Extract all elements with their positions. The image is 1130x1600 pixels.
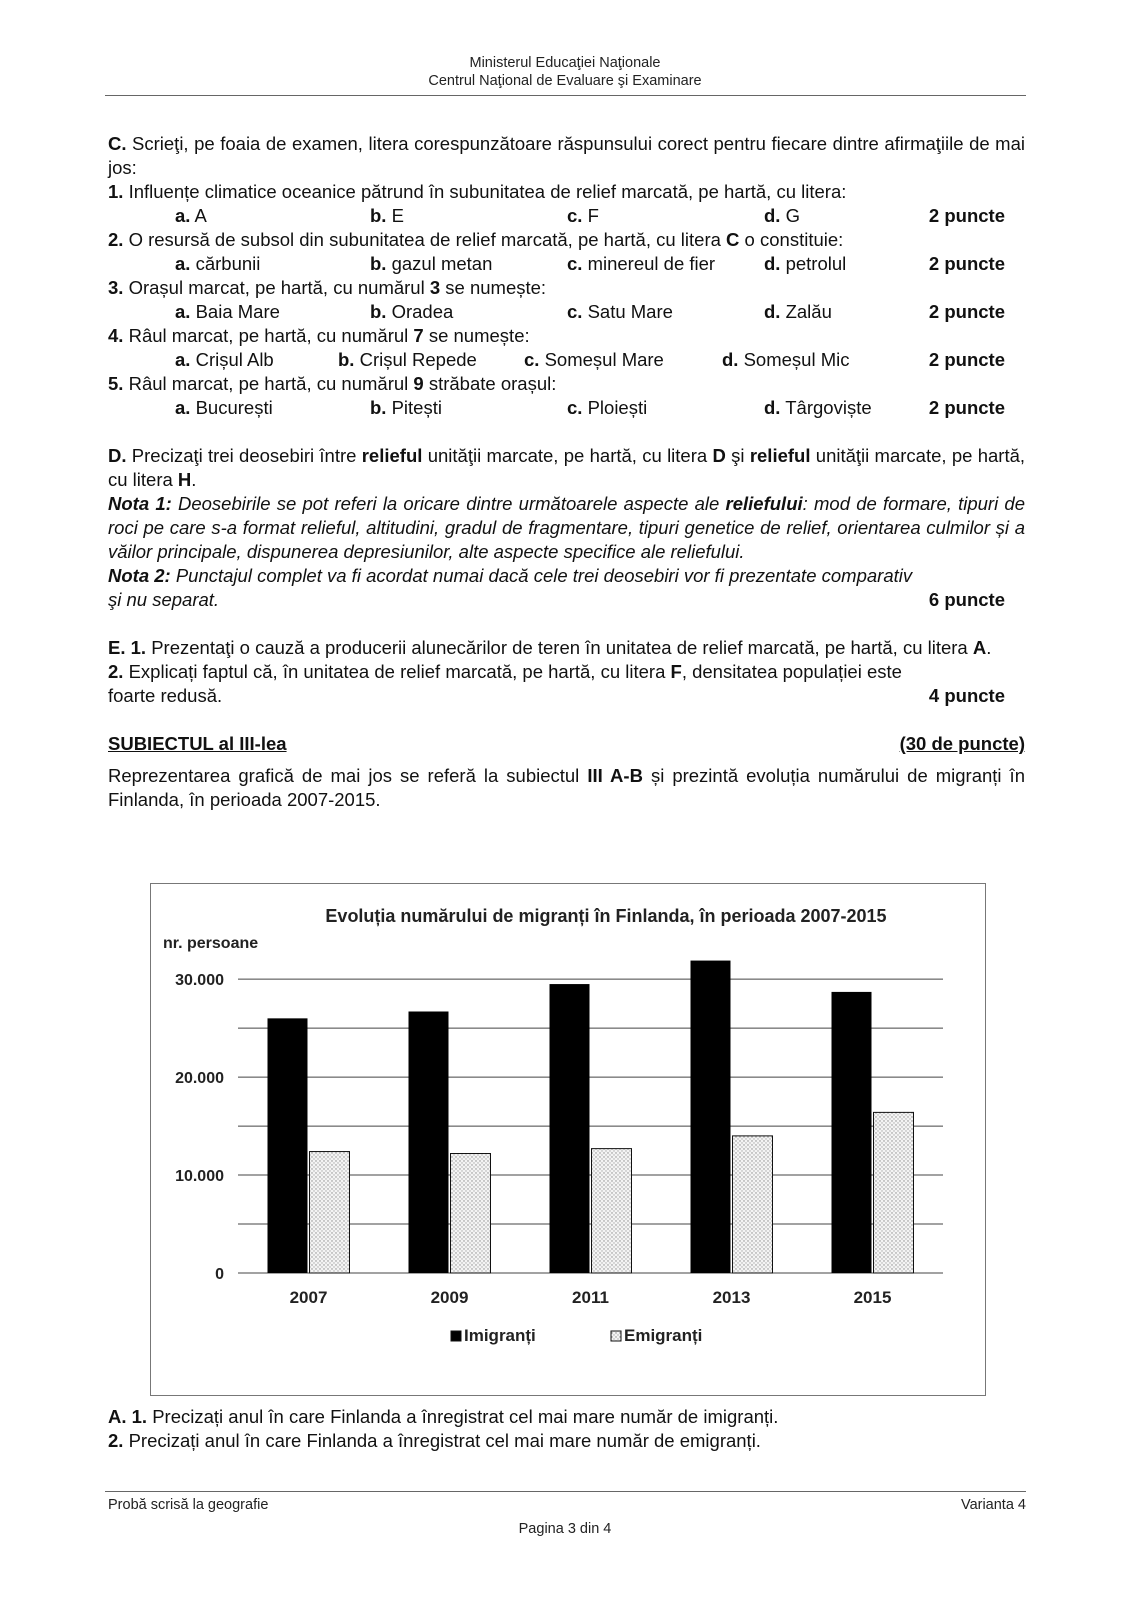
question-c2-options	[108, 252, 1025, 276]
option-b: b. Pitești	[370, 397, 442, 418]
option-a: a. București	[175, 397, 273, 418]
question-c4-options	[108, 348, 1025, 372]
option-c: c. F	[567, 205, 599, 226]
option-d: d. petrolul	[764, 253, 847, 274]
chart-title: Evoluția numărului de migranți în Finlanda, în perioada 2007-2015	[325, 906, 887, 926]
subject-3-intro: Reprezentarea grafică de mai jos se referă la subiectul III A-B și prezintă evoluția numărului de migranți în Finlanda, în perioada 2007-2015.	[108, 765, 1025, 810]
points: 2 puncte	[928, 253, 1005, 274]
option-d: d. Someșul Mic	[722, 349, 850, 370]
main-content	[108, 132, 1025, 812]
bar-imigranti-2013	[691, 961, 731, 1273]
y-tick-label: 30.000	[175, 972, 224, 990]
chart-y-axis-label: nr. persoane	[163, 935, 259, 952]
option-d: d. G	[764, 205, 800, 226]
y-tick-label: 20.000	[175, 1070, 224, 1088]
option-b: b. gazul metan	[370, 253, 493, 274]
x-tick-label: 2011	[572, 1288, 609, 1307]
option-c: c. Satu Mare	[567, 301, 673, 322]
x-tick-label: 2013	[712, 1288, 751, 1307]
option-a: a. cărbunii	[175, 253, 261, 274]
bar-imigranti-2007	[268, 1018, 308, 1273]
points: 2 puncte	[928, 397, 1005, 418]
subject-3-heading	[108, 732, 1025, 756]
question-c4: 4. Râul marcat, pe hartă, cu numărul 7 se numește:	[108, 325, 530, 346]
x-tick-label: 2009	[430, 1288, 469, 1307]
option-a: a. A	[175, 205, 207, 226]
header-divider	[105, 95, 1026, 96]
bar-imigranti-2009	[409, 1011, 449, 1273]
bar-emigranti-2009	[451, 1154, 491, 1273]
option-a: a. Crișul Alb	[175, 349, 274, 370]
option-c: c. minereul de fier	[567, 253, 716, 274]
option-a: a. Baia Mare	[175, 301, 280, 322]
section-e-q2: 2. Explicați faptul că, în unitatea de relief marcată, pe hartă, cu litera F, densitatea populației este	[108, 661, 902, 682]
points: 4 puncte	[928, 685, 1005, 706]
bar-emigranti-2007	[310, 1152, 350, 1273]
page-header	[0, 54, 1130, 90]
bar-emigranti-2011	[592, 1149, 632, 1273]
option-c: c. Ploiești	[567, 397, 648, 418]
section-a	[108, 1405, 1025, 1453]
subject-3-title: SUBIECTUL al III-lea	[108, 733, 287, 754]
y-tick-label: 10.000	[175, 1168, 224, 1186]
question-c3-options	[108, 300, 1025, 324]
y-tick-label: 0	[215, 1266, 224, 1283]
chart-y-ticks	[175, 972, 224, 1283]
section-d-question: D. Precizaţi trei deosebiri între relieful unităţii marcate, pe hartă, cu litera D şi relieful unităţii marcate, pe hartă, cu litera H.	[108, 445, 1026, 490]
legend-label: Emigranți	[624, 1326, 703, 1345]
bar-emigranti-2013	[733, 1136, 773, 1273]
question-c5: 5. Râul marcat, pe hartă, cu numărul 9 străbate orașul:	[108, 373, 557, 394]
option-b: b. Oradea	[370, 301, 454, 322]
section-a-q1: A. 1. Precizați anul în care Finlanda a înregistrat cel mai mare număr de imigranți.	[108, 1406, 779, 1427]
bar-imigranti-2015	[832, 992, 872, 1273]
header-ministry: Ministerul Educaţiei Naţionale	[469, 55, 661, 71]
legend-label: Imigranți	[464, 1326, 536, 1345]
section-d-nota1: Nota 1: Deosebirile se pot referi la oricare dintre următoarele aspecte ale reliefului: mod de formare, tipuri de roci pe care s-a format relieful, altitudini, gradul de fragmentare, tipuri genetice de relief, orientarea culmilor și a văilor principale, dispunerea depresiunilor, alte aspecte specifice ale reliefului.	[108, 493, 1025, 562]
header-center: Centrul Naţional de Evaluare şi Examinare	[428, 73, 702, 89]
chart-legend	[451, 1326, 702, 1345]
footer-subject: Probă scrisă la geografie	[108, 1497, 269, 1513]
question-c3: 3. Orașul marcat, pe hartă, cu numărul 3 se numește:	[108, 277, 547, 298]
question-c1-options	[108, 204, 1025, 228]
section-e-q1: E. 1. Prezentaţi o cauză a producerii alunecărilor de teren în unitatea de relief marcată, pe hartă, cu litera A.	[108, 637, 992, 658]
option-d: d. Târgoviște	[764, 397, 872, 418]
section-c-intro: C. Scrieţi, pe foaia de examen, litera corespunzătoare răspunsului corect pentru fiecare dintre afirmaţiile de mai jos:	[108, 133, 1025, 178]
points: 2 puncte	[928, 349, 1005, 370]
chart-bars	[268, 961, 914, 1273]
section-e-q2-end: foarte redusă. 4 puncte	[108, 685, 1005, 706]
chart-x-ticks	[290, 1288, 892, 1307]
points: 2 puncte	[928, 205, 1005, 226]
option-d: d. Zalău	[764, 301, 832, 322]
chart-svg	[151, 884, 985, 1395]
question-c5-options	[108, 396, 1025, 420]
x-tick-label: 2007	[289, 1288, 328, 1307]
footer-variant: Varianta 4	[960, 1497, 1026, 1513]
question-c1: 1. Influențe climatice oceanice pătrund în subunitatea de relief marcată, pe hartă, cu litera:	[108, 181, 847, 202]
footer-page-number: Pagina 3 din 4	[518, 1521, 612, 1537]
points: 6 puncte	[928, 589, 1005, 610]
option-c: c. Someșul Mare	[524, 349, 664, 370]
section-d-nota2: Nota 2: Punctajul complet va fi acordat numai dacă cele trei deosebiri vor fi prezentate comparativ	[108, 565, 913, 586]
subject-3-points: (30 de puncte)	[899, 733, 1025, 754]
migrants-chart	[150, 883, 986, 1396]
section-d-nota2-end: şi nu separat. 6 puncte	[108, 589, 1005, 610]
points: 2 puncte	[928, 301, 1005, 322]
footer-divider	[105, 1491, 1026, 1492]
bar-imigranti-2011	[550, 984, 590, 1273]
legend-swatch	[451, 1331, 461, 1341]
option-b: b. Crișul Repede	[338, 349, 477, 370]
x-tick-label: 2015	[853, 1288, 892, 1307]
bar-emigranti-2015	[874, 1112, 914, 1273]
section-a-q2: 2. Precizați anul în care Finlanda a înregistrat cel mai mare număr de emigranți.	[108, 1430, 761, 1451]
legend-swatch	[611, 1331, 621, 1341]
option-b: b. E	[370, 205, 404, 226]
question-c2: 2. O resursă de subsol din subunitatea de relief marcată, pe hartă, cu litera C o constituie:	[108, 229, 844, 250]
